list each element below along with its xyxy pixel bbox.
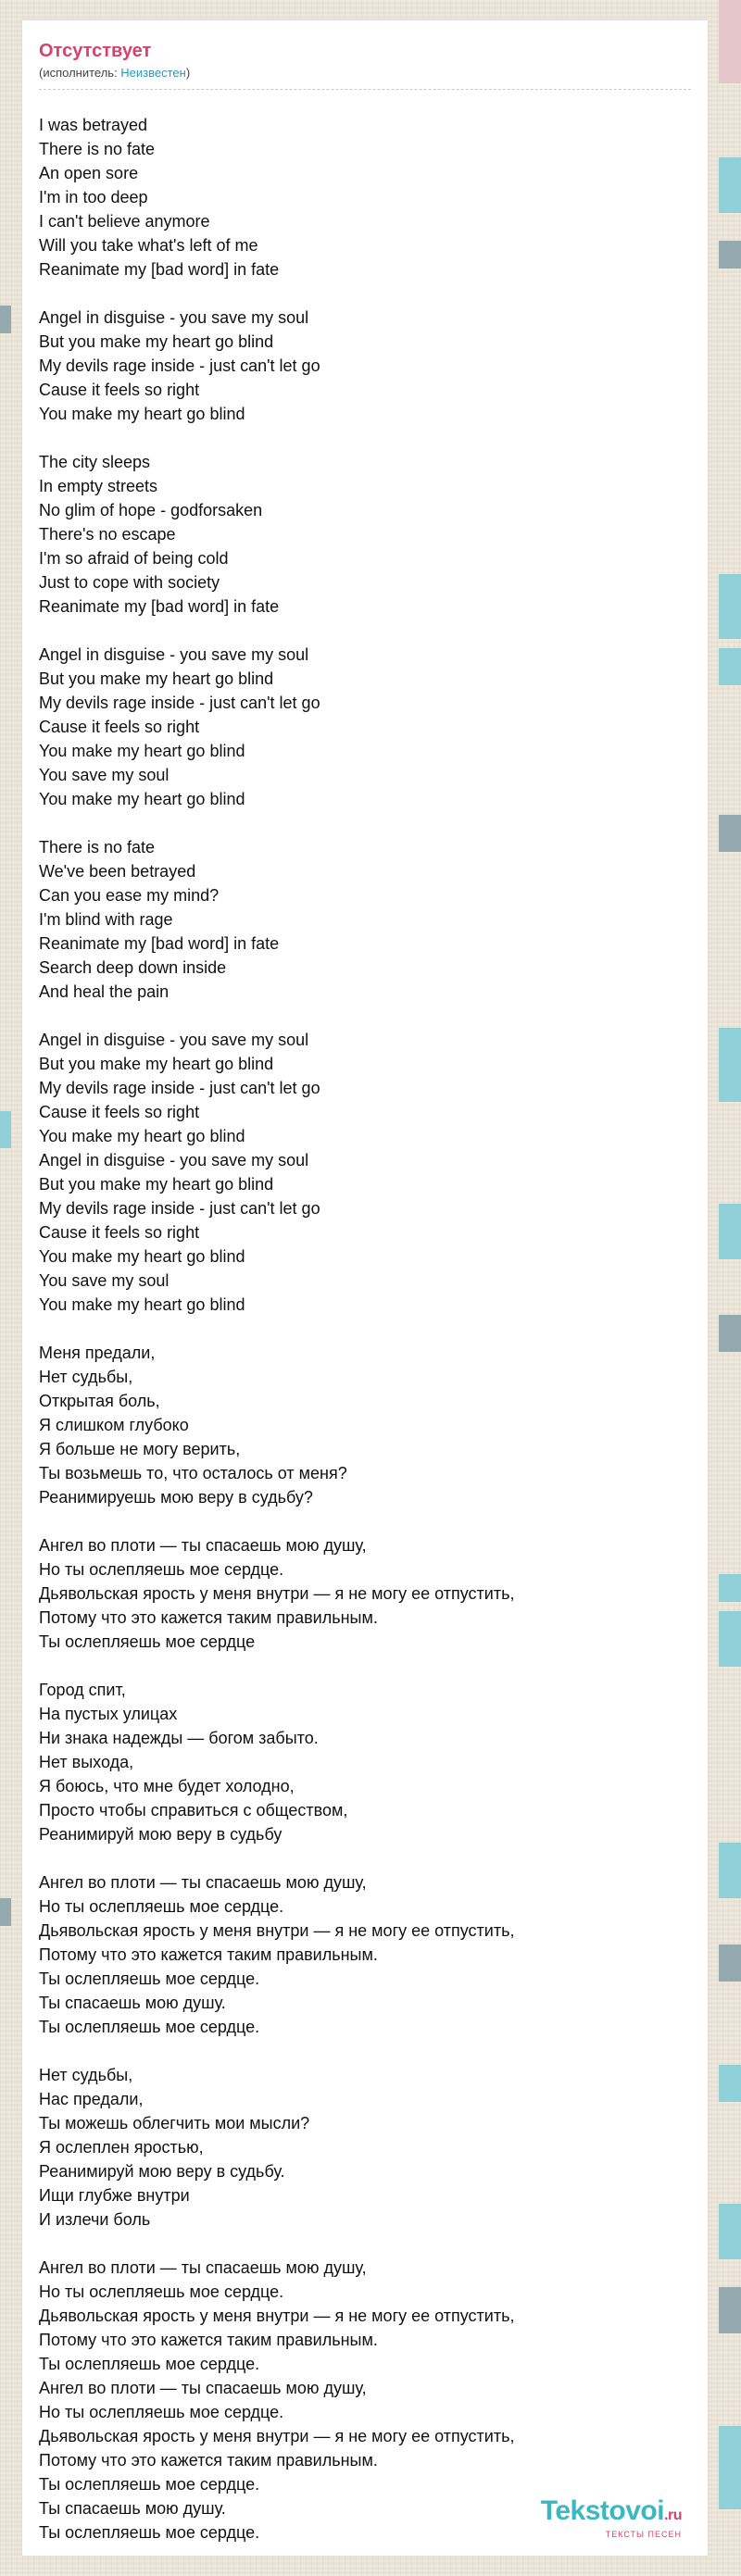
decor-stripe bbox=[719, 574, 741, 639]
lyric-line: You save my soul bbox=[39, 1271, 170, 1290]
lyric-line: In empty streets bbox=[39, 477, 158, 495]
lyric-line: Реанимируй мою веру в судьбу bbox=[39, 1825, 283, 1844]
artist-link[interactable]: Неизвестен bbox=[120, 66, 186, 80]
right-decor-stripes bbox=[719, 0, 741, 2576]
lyric-line: Реанимируешь мою веру в судьбу? bbox=[39, 1488, 313, 1507]
stanza-gap bbox=[39, 2039, 691, 2063]
lyric-line: But you make my heart go blind bbox=[39, 1175, 274, 1194]
lyric-line: You make my heart go blind bbox=[39, 742, 245, 760]
lyric-line: Потому что это кажется таким правильным. bbox=[39, 2331, 378, 2349]
lyrics-card bbox=[22, 20, 708, 2556]
lyric-line: Нет судьбы, bbox=[39, 2066, 133, 2084]
stanza-gap bbox=[39, 811, 691, 835]
lyric-line: I'm blind with rage bbox=[39, 910, 173, 929]
lyric-line: My devils rage inside - just can't let go bbox=[39, 356, 320, 375]
lyric-line: Дьявольская ярость у меня внутри — я не могу ее отпустить, bbox=[39, 2427, 515, 2445]
logo-tagline: ТЕКСТЫ ПЕСЕН bbox=[605, 2530, 682, 2539]
lyric-line: Открытая боль, bbox=[39, 1392, 160, 1410]
lyric-line: You save my soul bbox=[39, 766, 170, 784]
decor-stripe bbox=[719, 2426, 741, 2509]
lyric-line: Но ты ослепляешь мое сердце. bbox=[39, 1560, 284, 1579]
decor-stripe bbox=[719, 0, 741, 83]
decor-stripe bbox=[719, 1945, 741, 1982]
decor-stripe bbox=[719, 157, 741, 213]
lyric-line: You make my heart go blind bbox=[39, 1295, 245, 1314]
decor-stripe bbox=[719, 2204, 741, 2259]
lyric-line: Ты спасаешь мою душу. bbox=[39, 1994, 226, 2012]
lyric-line: Я слишком глубоко bbox=[39, 1416, 189, 1434]
lyric-line: Ты ослепляешь мое сердце. bbox=[39, 2475, 260, 2494]
lyric-line: Will you take what's left of me bbox=[39, 236, 258, 255]
lyric-line: На пустых улицах bbox=[39, 1705, 178, 1723]
lyric-line: Ты возьмешь то, что осталось от меня? bbox=[39, 1464, 347, 1482]
artist-suffix: ) bbox=[185, 66, 191, 80]
site-logo[interactable] bbox=[541, 2495, 682, 2539]
lyric-line: Ангел во плоти — ты спасаешь мою душу, bbox=[39, 2379, 367, 2397]
lyric-line: Ты ослепляешь мое сердце. bbox=[39, 2018, 260, 2036]
lyric-line: The city sleeps bbox=[39, 453, 151, 471]
lyric-line: You make my heart go blind bbox=[39, 1127, 245, 1145]
lyrics-body bbox=[39, 113, 691, 2545]
lyric-line: Can you ease my mind? bbox=[39, 886, 220, 905]
logo-name: Tekstovoi bbox=[540, 2495, 665, 2526]
lyric-line: But you make my heart go blind bbox=[39, 332, 274, 351]
lyric-line: Ни знака надежды — богом забыто. bbox=[39, 1729, 319, 1747]
lyric-line: Дьявольская ярость у меня внутри — я не могу ее отпустить, bbox=[39, 2307, 515, 2325]
lyric-line: Я ослеплен яростью, bbox=[39, 2138, 204, 2157]
lyric-line: Меня предали, bbox=[39, 1344, 156, 1362]
lyric-line: You make my heart go blind bbox=[39, 1247, 245, 1266]
lyric-line: Ты ослепляешь мое сердце. bbox=[39, 1970, 260, 1988]
lyric-line: I can't believe anymore bbox=[39, 212, 210, 231]
lyric-line: Город спит, bbox=[39, 1681, 126, 1699]
stanza-gap bbox=[39, 1317, 691, 1341]
lyric-line: Нет судьбы, bbox=[39, 1368, 133, 1386]
lyric-line: Angel in disguise - you save my soul bbox=[39, 645, 309, 664]
lyric-line: Ты ослепляешь мое сердце. bbox=[39, 2355, 260, 2373]
decor-stripe bbox=[719, 2065, 741, 2102]
stanza-gap bbox=[39, 1509, 691, 1533]
lyric-line: Ангел во плоти — ты спасаешь мою душу, bbox=[39, 1873, 367, 1892]
artist-prefix: (исполнитель: bbox=[39, 66, 121, 80]
lyric-line: No glim of hope - godforsaken bbox=[39, 501, 263, 519]
lyric-line: There's no escape bbox=[39, 525, 176, 544]
decor-stripe bbox=[0, 1111, 11, 1148]
lyric-line: Ангел во плоти — ты спасаешь мою душу, bbox=[39, 2258, 367, 2277]
lyric-line: You make my heart go blind bbox=[39, 405, 245, 423]
lyric-line: Reanimate my [bad word] in fate bbox=[39, 260, 280, 279]
lyric-line: Но ты ослепляешь мое сердце. bbox=[39, 2282, 284, 2301]
lyric-line: And heal the pain bbox=[39, 982, 170, 1001]
stanza-gap bbox=[39, 1846, 691, 1870]
left-decor-stripes bbox=[0, 0, 11, 2576]
lyric-line: Я больше не могу верить, bbox=[39, 1440, 241, 1458]
stanza-gap bbox=[39, 1654, 691, 1678]
lyric-line: Angel in disguise - you save my soul bbox=[39, 1151, 309, 1169]
stanza-gap bbox=[39, 281, 691, 306]
lyric-line: Потому что это кажется таким правильным. bbox=[39, 2451, 378, 2470]
decor-stripe bbox=[719, 1028, 741, 1102]
song-header bbox=[39, 39, 691, 90]
lyric-line: I'm so afraid of being cold bbox=[39, 549, 229, 568]
lyric-line: Просто чтобы справиться с обществом, bbox=[39, 1801, 348, 1819]
decor-stripe bbox=[719, 1574, 741, 1602]
lyric-line: Но ты ослепляешь мое сердце. bbox=[39, 2403, 284, 2421]
lyric-line: My devils rage inside - just can't let go bbox=[39, 694, 320, 712]
lyric-line: Ищи глубже внутри bbox=[39, 2186, 190, 2205]
lyric-line: Дьявольская ярость у меня внутри — я не могу ее отпустить, bbox=[39, 1584, 515, 1603]
lyric-line: Я боюсь, что мне будет холодно, bbox=[39, 1777, 295, 1795]
lyric-line: Потому что это кажется таким правильным. bbox=[39, 1608, 378, 1627]
lyric-line: Ты спасаешь мою душу. bbox=[39, 2499, 226, 2518]
decor-stripe bbox=[719, 648, 741, 685]
decor-stripe bbox=[0, 306, 11, 333]
lyric-line: Cause it feels so right bbox=[39, 1103, 200, 1121]
decor-stripe bbox=[0, 1898, 11, 1926]
lyric-line: There is no fate bbox=[39, 140, 156, 158]
decor-stripe bbox=[719, 815, 741, 852]
lyric-line: Angel in disguise - you save my soul bbox=[39, 308, 309, 327]
artist-line bbox=[39, 65, 691, 81]
decor-stripe bbox=[719, 2287, 741, 2333]
lyric-line: Angel in disguise - you save my soul bbox=[39, 1031, 309, 1049]
lyric-line: Ты ослепляешь мое сердце bbox=[39, 1632, 256, 1651]
lyric-line: But you make my heart go blind bbox=[39, 669, 274, 688]
stanza-gap bbox=[39, 1004, 691, 1028]
lyric-line: Нет выхода, bbox=[39, 1753, 134, 1771]
lyric-line: И излечи боль bbox=[39, 2210, 151, 2229]
lyric-line: Just to cope with society bbox=[39, 573, 220, 592]
lyric-line: Cause it feels so right bbox=[39, 718, 200, 736]
lyric-line: I'm in too deep bbox=[39, 188, 148, 206]
lyric-line: Cause it feels so right bbox=[39, 381, 200, 399]
logo-tld: .ru bbox=[664, 2507, 682, 2523]
lyric-line: There is no fate bbox=[39, 838, 156, 857]
lyric-line: Ты можешь облегчить мои мысли? bbox=[39, 2114, 310, 2132]
lyric-line: But you make my heart go blind bbox=[39, 1055, 274, 1073]
decor-stripe bbox=[719, 1843, 741, 1898]
lyric-line: You make my heart go blind bbox=[39, 790, 245, 808]
decor-stripe bbox=[719, 1204, 741, 1259]
lyric-line: Но ты ослепляешь мое сердце. bbox=[39, 1897, 284, 1916]
lyric-line: Нас предали, bbox=[39, 2090, 144, 2108]
lyric-line: My devils rage inside - just can't let go bbox=[39, 1199, 320, 1218]
lyric-line: Reanimate my [bad word] in fate bbox=[39, 597, 280, 616]
lyric-line: Ангел во плоти — ты спасаешь мою душу, bbox=[39, 1536, 367, 1555]
lyric-line: An open sore bbox=[39, 164, 139, 182]
decor-stripe bbox=[719, 1315, 741, 1352]
lyric-line: Дьявольская ярость у меня внутри — я не могу ее отпустить, bbox=[39, 1921, 515, 1940]
lyric-line: Ты ослепляешь мое сердце. bbox=[39, 2523, 260, 2542]
stanza-gap bbox=[39, 2232, 691, 2256]
lyric-line: We've been betrayed bbox=[39, 862, 196, 881]
lyric-line: Search deep down inside bbox=[39, 958, 227, 977]
lyric-line: Reanimate my [bad word] in fate bbox=[39, 934, 280, 953]
lyric-line: My devils rage inside - just can't let go bbox=[39, 1079, 320, 1097]
stanza-gap bbox=[39, 426, 691, 450]
lyric-line: Потому что это кажется таким правильным. bbox=[39, 1945, 378, 1964]
lyric-line: Cause it feels so right bbox=[39, 1223, 200, 1242]
decor-stripe bbox=[719, 1611, 741, 1667]
decor-stripe bbox=[719, 241, 741, 269]
lyric-line: Реанимируй мою веру в судьбу. bbox=[39, 2162, 285, 2181]
song-title: Отсутствует bbox=[39, 41, 152, 61]
lyric-line: I was betrayed bbox=[39, 116, 148, 134]
stanza-gap bbox=[39, 619, 691, 643]
